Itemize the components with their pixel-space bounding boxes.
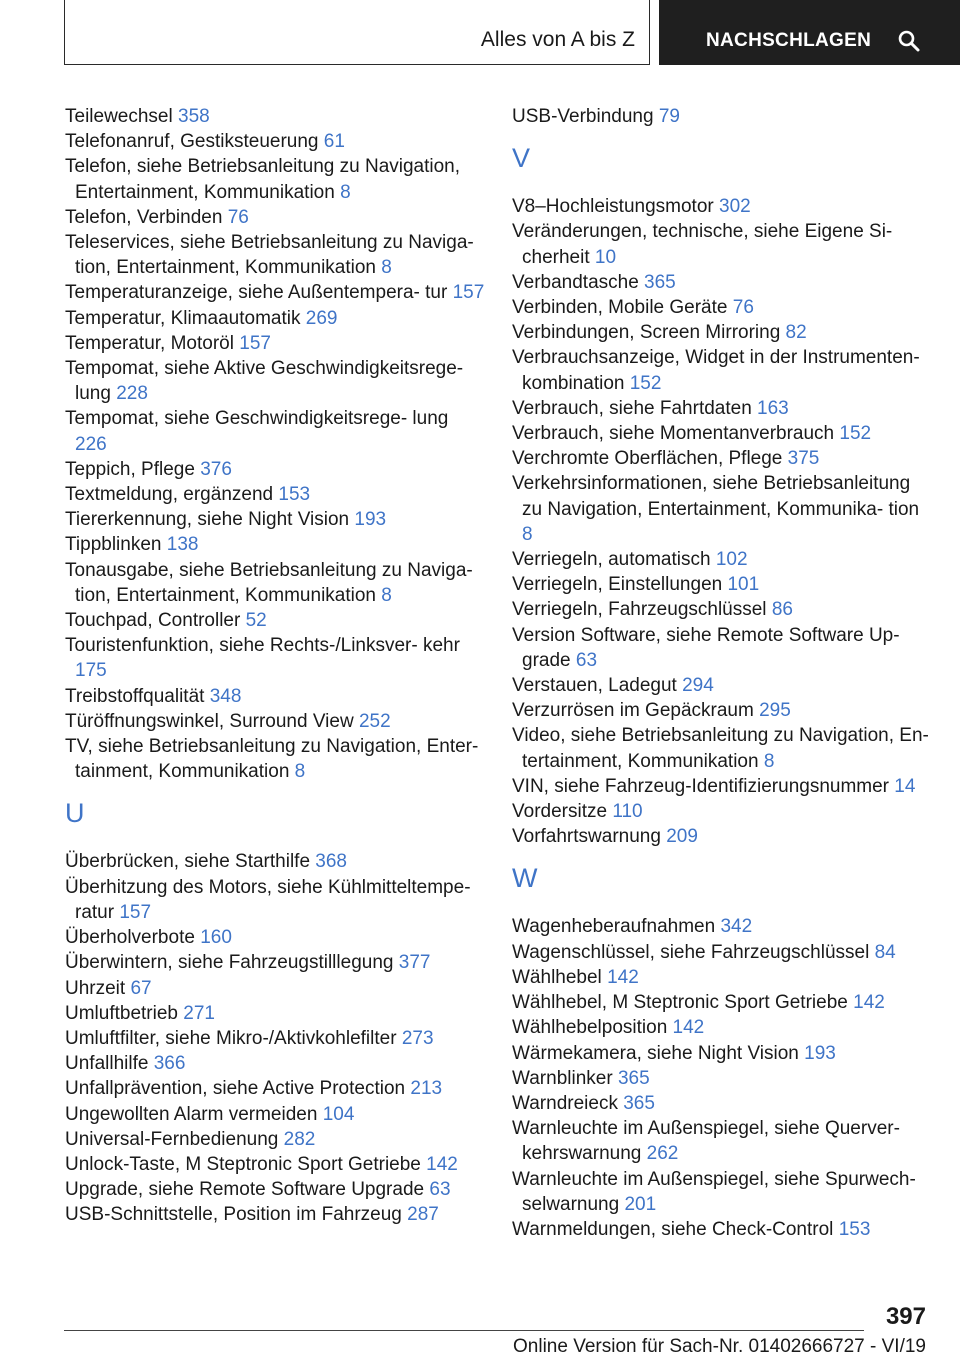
page-reference-link[interactable]: 213 xyxy=(410,1078,443,1100)
index-entry-term: Verkehrsinformationen, siehe Betriebsanleitung zu Navigation, Entertainment, Kommunika‐ tion xyxy=(512,473,920,520)
index-entry xyxy=(512,1116,932,1166)
search-button[interactable] xyxy=(659,0,960,65)
page-reference-link[interactable]: 193 xyxy=(354,509,387,531)
page-reference-link[interactable]: 269 xyxy=(305,307,338,329)
page-reference-link[interactable]: 61 xyxy=(323,131,345,153)
index-entry xyxy=(512,446,932,471)
page-reference-link[interactable]: 262 xyxy=(646,1143,679,1165)
page-reference-link[interactable]: 8 xyxy=(381,257,392,279)
index-entry-term: Touchpad, Controller xyxy=(65,610,241,632)
index-entry xyxy=(65,306,485,331)
page-number: 397 xyxy=(885,1303,926,1330)
index-entry xyxy=(512,104,932,129)
page-reference-link[interactable]: 152 xyxy=(839,423,872,445)
index-entry-term: Warndreieck xyxy=(512,1092,618,1114)
index-entry xyxy=(65,709,485,734)
index-entry xyxy=(512,572,932,597)
index-entry xyxy=(512,219,932,269)
page-reference-link[interactable]: 63 xyxy=(575,649,598,671)
index-entry-term: Türöffnungswinkel, Surround View xyxy=(65,710,354,732)
index-entry xyxy=(65,154,485,204)
page-reference-link[interactable]: 76 xyxy=(732,297,754,319)
index-entry xyxy=(65,280,485,305)
index-entry xyxy=(65,849,485,874)
index-entry xyxy=(65,1026,485,1051)
page-reference-link[interactable]: 375 xyxy=(787,448,820,470)
page-reference-link[interactable]: 366 xyxy=(153,1053,186,1075)
index-entry-term: Version Software, siehe Remote Software Up‐ grade xyxy=(512,624,900,671)
page-reference-link[interactable]: 160 xyxy=(200,927,232,949)
page-reference-link[interactable]: 294 xyxy=(682,675,714,697)
index-entry-term: Video, siehe Betriebsanleitung zu Navigation, En‐ tertainment, Kommunikation xyxy=(512,725,929,772)
page-reference-link[interactable]: 142 xyxy=(426,1153,458,1175)
index-entry-term: Ungewollten Alarm vermeiden xyxy=(65,1103,318,1125)
index-entry xyxy=(65,1202,485,1227)
page-reference-link[interactable]: 142 xyxy=(853,992,885,1014)
index-entry-term: Unfallprävention, siehe Active Protection xyxy=(65,1078,406,1100)
index-entry xyxy=(512,421,932,446)
index-entry-term: Tempomat, siehe Geschwindigkeitsrege‐ lung xyxy=(65,408,449,430)
index-entry-term: Verbrauch, siehe Momentanverbrauch xyxy=(512,423,835,445)
index-entry-term: Verzurrösen im Gepäckraum xyxy=(512,700,754,722)
footer-divider xyxy=(64,1330,864,1331)
index-entry xyxy=(512,673,932,698)
index-entry-term: Überholverbote xyxy=(65,927,195,949)
page-reference-link[interactable]: 163 xyxy=(757,397,789,419)
index-entry-term: Treibstoffqualität xyxy=(65,685,205,707)
page-reference-link[interactable]: 14 xyxy=(894,775,916,797)
index-entry-term: Teleservices, siehe Betriebsanleitung zu Naviga‐ tion, Entertainment, Kommunikation xyxy=(65,232,474,279)
index-entry xyxy=(65,633,485,683)
index-entry xyxy=(512,194,932,219)
index-entry-term: Teilewechsel xyxy=(65,106,173,127)
index-column-right xyxy=(512,104,932,1242)
index-entry-term: Upgrade, siehe Remote Software Upgrade xyxy=(65,1179,425,1201)
page-reference-link[interactable]: 84 xyxy=(874,941,896,963)
page-reference-link[interactable]: 142 xyxy=(607,966,639,988)
page-reference-link[interactable]: 79 xyxy=(658,106,680,127)
online-version-note: Online Version für Sach-Nr. 01402666727 - VI/19 xyxy=(513,1336,926,1357)
index-entry xyxy=(512,1041,932,1066)
index-entry-term: Verriegeln, Fahrzeugschlüssel xyxy=(512,599,767,621)
index-entry-term: Verstauen, Ladegut xyxy=(512,675,677,697)
section-title: Alles von A bis Z xyxy=(480,28,635,51)
index-entry-term: Temperatur, Motoröl xyxy=(65,332,234,354)
index-entry-term: Überhitzung des Motors, siehe Kühlmitteltempe‐ ratur xyxy=(65,876,471,923)
page-reference-link[interactable]: 104 xyxy=(322,1103,355,1125)
magnifier-icon xyxy=(897,29,921,53)
index-entry-term: Unlock-Taste, M Steptronic Sport Getriebe xyxy=(65,1153,421,1175)
index-entry-term: Verbrauchsanzeige, Widget in der Instrumenten‐ kombination xyxy=(512,347,920,394)
index-entry xyxy=(65,129,485,154)
index-entry-term: Verbandtasche xyxy=(512,271,639,293)
index-entry xyxy=(512,623,932,673)
page-reference-link[interactable]: 348 xyxy=(209,685,242,707)
page-reference-link[interactable]: 63 xyxy=(429,1179,451,1201)
index-entry xyxy=(65,1152,485,1177)
page-reference-link[interactable]: 365 xyxy=(644,271,676,293)
page-reference-link[interactable]: 82 xyxy=(785,322,807,344)
index-entry xyxy=(512,774,932,799)
page-reference-link[interactable]: 52 xyxy=(245,610,267,632)
page-reference-link[interactable]: 193 xyxy=(804,1042,836,1064)
page-reference-link[interactable]: 273 xyxy=(401,1027,434,1049)
index-entry-term: VIN, siehe Fahrzeug-Identifizierungsnummer xyxy=(512,775,890,797)
index-entry xyxy=(512,965,932,990)
index-entry-term: Temperatur, Klimaautomatik xyxy=(65,307,301,329)
index-entry-term: Tempomat, siehe Aktive Geschwindigkeitsrege‐ lung xyxy=(65,358,464,405)
page-reference-link[interactable]: 157 xyxy=(452,282,485,304)
page-reference-link[interactable]: 377 xyxy=(398,952,431,974)
index-entry-term: Telefon, siehe Betriebsanleitung zu Navigation, Entertainment, Kommunikation xyxy=(65,156,461,203)
page-reference-link[interactable]: 271 xyxy=(183,1002,215,1024)
page-reference-link[interactable]: 358 xyxy=(178,106,210,127)
page-reference-link[interactable]: 101 xyxy=(727,574,760,596)
index-entry-term: Wagenheberaufnahmen xyxy=(512,916,716,938)
index-letter-heading: W xyxy=(512,863,538,894)
index-entry-term: Verchromte Oberflächen, Pflege xyxy=(512,448,783,470)
index-entry xyxy=(65,356,485,406)
index-entry-term: Teppich, Pflege xyxy=(65,458,195,480)
index-entry-term: Veränderungen, technische, siehe Eigene Si‐ cherheit xyxy=(512,221,893,268)
page-reference-link[interactable]: 368 xyxy=(315,851,347,873)
page-reference-link[interactable]: 157 xyxy=(239,332,271,354)
page-reference-link[interactable]: 228 xyxy=(116,383,148,405)
index-entry-term: Warnleuchte im Außenspiegel, siehe Querver‐ kehrswarnung xyxy=(512,1118,900,1165)
page-reference-link[interactable]: 175 xyxy=(75,660,107,682)
index-entry xyxy=(512,698,932,723)
index-entry-term: V8–Hochleistungsmotor xyxy=(512,196,714,218)
page-reference-link[interactable]: 142 xyxy=(672,1017,705,1039)
page-reference-link[interactable]: 153 xyxy=(278,484,311,506)
index-letter-heading: V xyxy=(512,143,531,174)
index-entry-term: Vordersitze xyxy=(512,801,608,823)
index-entry xyxy=(65,532,485,557)
index-entry xyxy=(65,1051,485,1076)
index-entry xyxy=(65,875,485,925)
page-reference-link[interactable]: 201 xyxy=(624,1193,657,1215)
index-entry-term: Touristenfunktion, siehe Rechts-/Linksver‐ kehr xyxy=(65,635,460,657)
page-reference-link[interactable]: 252 xyxy=(358,710,391,732)
index-entry-term: Wählhebel, M Steptronic Sport Getriebe xyxy=(512,992,848,1014)
index-entry xyxy=(65,230,485,280)
index-entry xyxy=(65,1076,485,1101)
page-reference-link[interactable]: 102 xyxy=(715,549,748,571)
index-entry-term: Wagenschlüssel, siehe Fahrzeugschlüssel xyxy=(512,941,870,963)
page-reference-link[interactable]: 153 xyxy=(838,1218,871,1240)
index-entry xyxy=(65,558,485,608)
index-entry xyxy=(512,597,932,622)
index-entry-term: Umluftfilter, siehe Mikro-/Aktivkohlefilter xyxy=(65,1027,397,1049)
page-reference-link[interactable]: 226 xyxy=(75,433,107,455)
search-label: NACHSCHLAGEN xyxy=(706,30,872,51)
index-entry-term: TV, siehe Betriebsanleitung zu Navigation, Enter‐ tainment, Kommunikation xyxy=(65,736,479,783)
index-entry xyxy=(512,396,932,421)
index-entry-term: Warnmeldungen, siehe Check-Control xyxy=(512,1218,834,1240)
index-entry xyxy=(512,723,932,773)
index-entry xyxy=(65,507,485,532)
index-entry xyxy=(512,345,932,395)
index-entry xyxy=(512,1167,932,1217)
page-reference-link[interactable]: 295 xyxy=(759,700,791,722)
page-reference-link[interactable]: 138 xyxy=(166,534,199,556)
index-entry xyxy=(512,270,932,295)
index-entry-term: Tonausgabe, siehe Betriebsanleitung zu Naviga‐ tion, Entertainment, Kommunikation xyxy=(65,559,473,606)
index-entry-term: Universal-Fernbedienung xyxy=(65,1128,279,1150)
page-reference-link[interactable]: 8 xyxy=(381,584,392,606)
index-entry xyxy=(65,1177,485,1202)
index-entry-term: Vorfahrtswarnung xyxy=(512,826,661,848)
page-reference-link[interactable]: 157 xyxy=(119,901,152,923)
index-entry-term: Telefonanruf, Gestiksteuerung xyxy=(65,131,319,153)
index-entry-term: Tippblinken xyxy=(65,534,162,556)
index-entry-term: Überwintern, siehe Fahrzeugstilllegung xyxy=(65,952,394,974)
page-reference-link[interactable]: 8 xyxy=(294,761,306,783)
index-entry xyxy=(65,950,485,975)
page-reference-link[interactable]: 365 xyxy=(623,1092,655,1114)
index-entry xyxy=(512,547,932,572)
header-frame xyxy=(64,0,650,65)
index-entry xyxy=(65,331,485,356)
page-reference-link[interactable]: 209 xyxy=(666,826,698,848)
index-entry xyxy=(512,990,932,1015)
page-reference-link[interactable]: 342 xyxy=(720,916,753,938)
page-reference-link[interactable]: 376 xyxy=(200,458,232,480)
page-reference-link[interactable]: 86 xyxy=(771,599,793,621)
page-reference-link[interactable]: 8 xyxy=(340,181,351,203)
index-entry xyxy=(65,684,485,709)
index-entry xyxy=(65,608,485,633)
index-letter-heading: U xyxy=(65,798,85,829)
index-entry xyxy=(65,734,485,784)
index-entry xyxy=(512,295,932,320)
index-column-left xyxy=(65,104,485,1228)
page-reference-link[interactable]: 110 xyxy=(612,801,643,823)
index-entry xyxy=(65,976,485,1001)
index-entry xyxy=(512,471,932,547)
index-entry-term: Verbinden, Mobile Geräte xyxy=(512,297,728,319)
index-entry xyxy=(65,406,485,456)
index-entry-term: Überbrücken, siehe Starthilfe xyxy=(65,851,311,873)
index-entry xyxy=(65,1127,485,1152)
index-entry-term: Uhrzeit xyxy=(65,977,126,999)
index-entry-term: Temperaturanzeige, siehe Außentempera‐ tur xyxy=(65,282,448,304)
page-reference-link[interactable]: 302 xyxy=(719,196,751,218)
index-entry-term: Verriegeln, Einstellungen xyxy=(512,574,723,596)
index-entry-term: Telefon, Verbinden xyxy=(65,206,223,228)
index-entry xyxy=(512,1091,932,1116)
index-entry-term: Umluftbetrieb xyxy=(65,1002,178,1024)
index-entry xyxy=(65,482,485,507)
index-entry xyxy=(65,1102,485,1127)
index-entry xyxy=(512,824,932,849)
page-reference-link[interactable]: 152 xyxy=(629,372,662,394)
page-reference-link[interactable]: 76 xyxy=(227,206,249,228)
index-entry xyxy=(512,1217,932,1242)
index-entry xyxy=(512,1066,932,1091)
index-entry xyxy=(65,457,485,482)
index-entry-term: USB-Schnittstelle, Position im Fahrzeug xyxy=(65,1204,402,1226)
index-entry-term: Verriegeln, automatisch xyxy=(512,549,711,571)
index-entry-term: Wählhebel xyxy=(512,966,602,988)
page-reference-link[interactable]: 8 xyxy=(763,750,775,772)
index-entry xyxy=(65,205,485,230)
index-entry xyxy=(512,940,932,965)
index-entry-term: Unfallhilfe xyxy=(65,1053,149,1075)
page-reference-link[interactable]: 67 xyxy=(130,977,152,999)
index-entry-term: USB-Verbindung xyxy=(512,106,654,127)
index-entry-term: Textmeldung, ergänzend xyxy=(65,484,274,506)
index-entry xyxy=(512,1015,932,1040)
index-entry-term: Warnblinker xyxy=(512,1067,613,1089)
page-reference-link[interactable]: 287 xyxy=(407,1204,439,1226)
index-entry-term: Wärmekamera, siehe Night Vision xyxy=(512,1042,799,1064)
page-reference-link[interactable]: 8 xyxy=(522,523,533,545)
index-entry-term: Tiererkennung, siehe Night Vision xyxy=(65,509,350,531)
index-entry xyxy=(65,104,485,129)
index-entry xyxy=(65,1001,485,1026)
page-reference-link[interactable]: 282 xyxy=(283,1128,316,1150)
index-entry-term: Verbrauch, siehe Fahrtdaten xyxy=(512,397,752,419)
index-entry-term: Warnleuchte im Außenspiegel, siehe Spurwech‐ selwarnung xyxy=(512,1168,916,1215)
index-entry-term: Verbindungen, Screen Mirroring xyxy=(512,322,781,344)
page-reference-link[interactable]: 365 xyxy=(617,1067,650,1089)
index-entry xyxy=(512,914,932,939)
page-reference-link[interactable]: 10 xyxy=(594,246,617,268)
index-entry xyxy=(65,925,485,950)
index-entry-term: Wählhebelposition xyxy=(512,1017,668,1039)
index-entry xyxy=(512,799,932,824)
index-entry xyxy=(512,320,932,345)
